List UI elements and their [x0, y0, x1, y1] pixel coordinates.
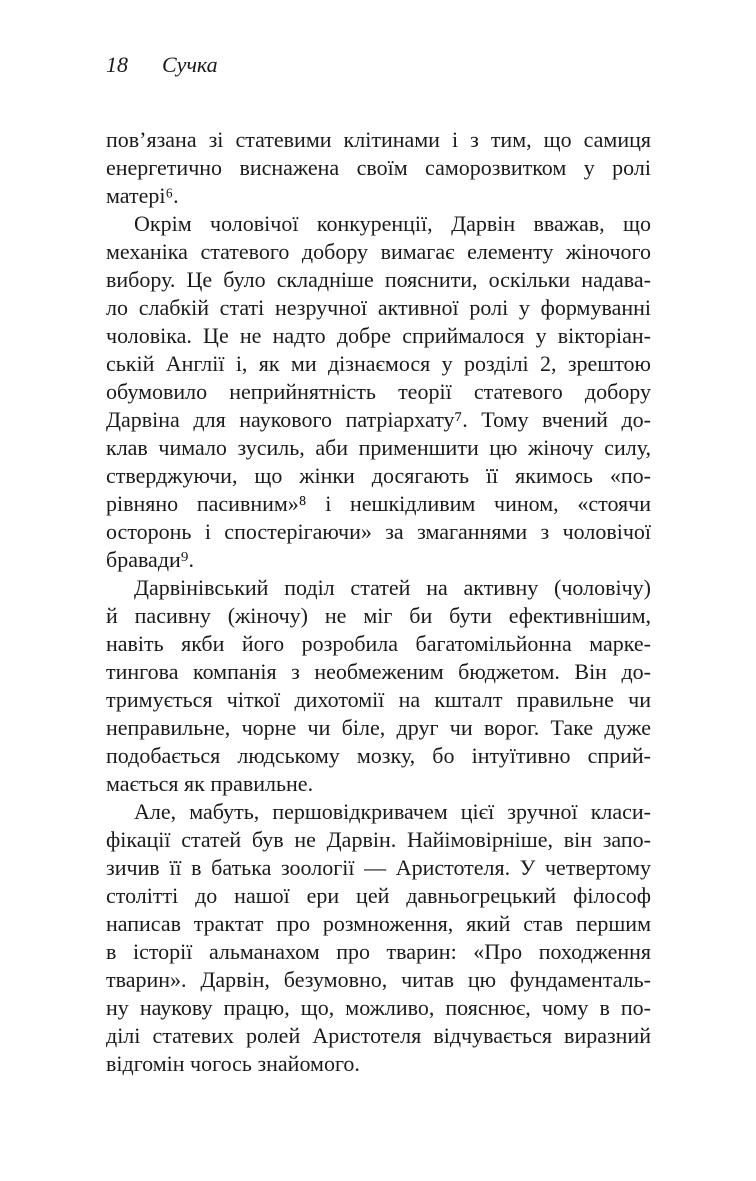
body-text [106, 126, 651, 1078]
text-line: пов’язана зі статевими клітинами і з тим, що самиця [106, 127, 651, 152]
text-line: тварин». Дарвін, безумовно, читав цю фундаменталь- [106, 967, 651, 992]
text-line: ській Англії і, як ми дізнаємося у розділі 2, зрештою [106, 351, 651, 376]
text-line: зичив її в батька зоології — Аристотеля. У четвертому [106, 855, 651, 880]
text-line: чоловіка. Це не надто добре сприймалося у вікторіан- [106, 323, 651, 348]
text-line: ну наукову працю, що, можливо, пояснює, чому в по- [106, 995, 651, 1020]
text-line: стверджуючи, що жінки досягають її якимось «по- [106, 463, 651, 488]
text-line: матері⁶. [106, 183, 179, 208]
text-line: навіть якби його розробила багатомільйонна марке- [106, 631, 651, 656]
text-line: Дарвінівський поділ статей на активну (чоловічу) [134, 575, 651, 600]
text-line: мається як правильне. [106, 771, 314, 796]
paragraph [106, 126, 651, 210]
text-line: вибору. Це було складніше пояснити, оскільки надава- [106, 267, 651, 292]
running-title: Сучка [162, 52, 218, 77]
text-line: написав трактат про розмноження, який став першим [106, 911, 651, 936]
paragraph [106, 210, 651, 574]
paragraph [106, 798, 651, 1078]
text-line: осторонь і спостерігаючи» за змаганнями з чоловічої [106, 519, 651, 544]
text-line: рівняно пасивним»⁸ і нешкідливим чином, «стоячи [106, 491, 651, 516]
text-line: клав чимало зусиль, аби применшити цю жіночу силу, [106, 435, 651, 460]
text-line: енергетично виснажена своїм саморозвитком у ролі [106, 155, 651, 180]
text-line: відгомін чогось знайомого. [106, 1051, 360, 1076]
text-line: тингова компанія з необмеженим бюджетом. Він до- [106, 659, 651, 684]
page-number: 18 [106, 52, 128, 77]
text-line: столітті до нашої ери цей давньогрецький філософ [106, 883, 651, 908]
text-line: ділі статевих ролей Аристотеля відчувається виразний [106, 1023, 651, 1048]
text-line: й пасивну (жіночу) не міг би бути ефективнішим, [106, 603, 651, 628]
text-line: подобається людському мозку, бо інтуїтивно сприй- [106, 743, 651, 768]
text-line: механіка статевого добору вимагає елементу жіночого [106, 239, 651, 264]
text-line: тримується чіткої дихотомії на кшталт правильне чи [106, 687, 651, 712]
text-line: фікації статей був не Дарвін. Найімовірніше, він запо- [106, 827, 651, 852]
text-line: в історії альманахом про тварин: «Про походження [106, 939, 651, 964]
text-line: бравади⁹. [106, 547, 194, 572]
text-line: Окрім чоловічої конкуренції, Дарвін вважав, що [134, 211, 651, 236]
text-line: неправильне, чорне чи біле, друг чи ворог. Таке дуже [106, 715, 651, 740]
text-line: обумовило неприйнятність теорії статевого добору [106, 379, 651, 404]
paragraph [106, 574, 651, 798]
text-line: ло слабкій статі незручної активної ролі у формуванні [106, 295, 651, 320]
text-line: Але, мабуть, першовідкривачем цієї зручної класи- [134, 799, 651, 824]
page-header [106, 52, 218, 78]
text-line: Дарвіна для наукового патріархату⁷. Тому вчений до- [106, 407, 651, 432]
